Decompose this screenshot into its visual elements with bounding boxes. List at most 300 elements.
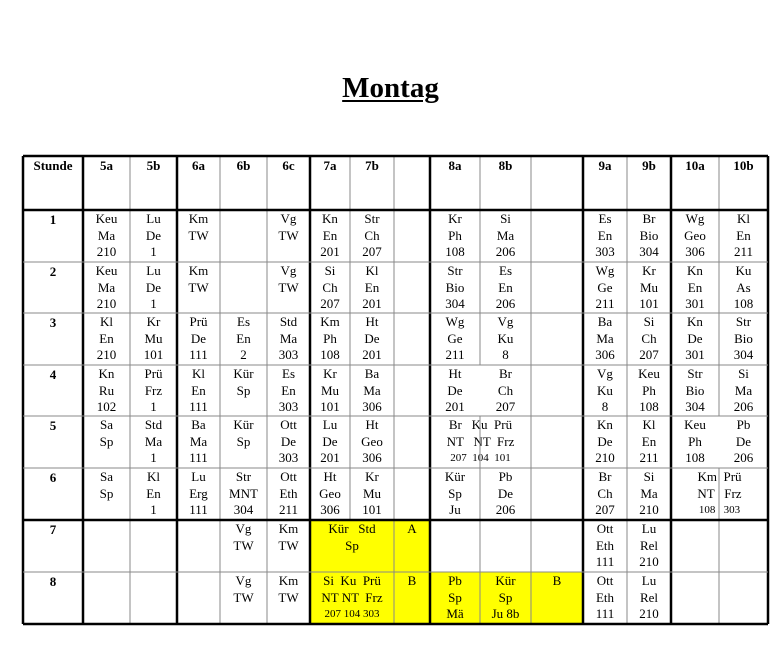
lesson-line: 207 xyxy=(362,244,382,259)
lesson-line: Sa xyxy=(100,417,113,432)
lesson-line: Ma xyxy=(596,330,614,346)
lesson-line: Geo xyxy=(684,227,706,243)
lesson-line: De xyxy=(687,330,703,346)
lesson-line: Mu xyxy=(320,382,340,398)
lesson-line: 101 xyxy=(639,296,659,311)
lesson-line xyxy=(177,296,220,313)
lesson-line: Wg xyxy=(445,314,465,329)
lesson-line: Geo xyxy=(361,433,383,449)
lesson-line xyxy=(177,244,220,261)
lesson-cell xyxy=(350,469,394,519)
lesson-line xyxy=(394,538,430,555)
lesson-line: 2 xyxy=(240,347,247,362)
lesson-cell xyxy=(394,573,430,623)
lesson-cell xyxy=(671,417,719,467)
lesson-line: B xyxy=(407,573,417,588)
lesson-line: Kl xyxy=(365,263,379,278)
lesson-line: Vg xyxy=(497,314,514,329)
lesson-line: Ott xyxy=(280,469,297,484)
lesson-line: En xyxy=(322,227,338,243)
lesson-line: 1 xyxy=(150,502,157,517)
lesson-line: Ju 8b xyxy=(491,606,520,621)
lesson-line: 1 xyxy=(150,296,157,311)
lesson-cell xyxy=(267,314,310,364)
lesson-line: MNT xyxy=(229,485,258,501)
lesson-line: 201 xyxy=(445,399,465,414)
lesson-line: Ge xyxy=(447,330,463,346)
lesson-line: 207 104 303 xyxy=(324,608,380,620)
lesson-line: Mä xyxy=(446,606,464,621)
lesson-cell xyxy=(627,263,671,313)
lesson-line: En xyxy=(597,227,613,243)
lesson-line: Kr xyxy=(146,314,161,329)
page-title: Montag xyxy=(342,72,439,104)
lesson-line: 108 xyxy=(685,450,705,465)
lesson-line: Ku xyxy=(497,330,514,346)
lesson-line: Lu xyxy=(322,417,338,432)
lesson-line: Wg xyxy=(685,211,705,226)
lesson-cell xyxy=(267,211,310,261)
lesson-cell xyxy=(177,314,220,364)
lesson-line: 111 xyxy=(189,450,208,465)
lesson-cell xyxy=(583,573,627,623)
lesson-line: 306 xyxy=(685,244,705,259)
lesson-line: 1 xyxy=(150,399,157,414)
lesson-line: 304 xyxy=(445,296,465,311)
lesson-line: Kr xyxy=(642,263,656,278)
lesson-cell xyxy=(430,366,480,416)
lesson-line: De xyxy=(735,433,752,449)
lesson-line: 101 xyxy=(320,399,340,414)
lesson-line: Lu xyxy=(641,521,657,536)
lesson-cell xyxy=(627,469,671,519)
row-label: 7 xyxy=(49,522,57,537)
lesson-line xyxy=(83,502,130,519)
lesson-line: 101 xyxy=(143,347,164,362)
lesson-cell xyxy=(130,469,177,519)
lesson-line: Eth xyxy=(595,537,615,553)
lesson-line: Frz xyxy=(144,382,163,398)
lesson-cell xyxy=(350,366,394,416)
lesson-line: 206 xyxy=(495,296,516,311)
row-label: 8 xyxy=(49,574,57,589)
lesson-line: 201 xyxy=(320,450,340,465)
lesson-cell xyxy=(310,417,350,467)
lesson-cell xyxy=(583,263,627,313)
lesson-cell xyxy=(671,314,719,364)
lesson-line: Wg xyxy=(595,263,615,278)
lesson-line: 210 xyxy=(595,450,615,465)
lesson-line: Kl xyxy=(192,366,205,381)
lesson-cell xyxy=(310,469,350,519)
lesson-line: Ch xyxy=(641,330,657,346)
lesson-line: Km xyxy=(188,211,209,226)
lesson-line: TW xyxy=(233,537,254,553)
lesson-line: Vg xyxy=(280,263,297,278)
lesson-line: Geo xyxy=(319,485,341,501)
lesson-cell xyxy=(220,469,267,519)
lesson-line: Si xyxy=(643,469,655,484)
lesson-cell xyxy=(583,417,627,467)
lesson-line: Mu xyxy=(144,330,163,346)
lesson-line: 210 xyxy=(96,244,117,259)
lesson-line: As xyxy=(736,279,751,295)
lesson-cell xyxy=(350,417,394,467)
lesson-cell xyxy=(480,263,531,313)
lesson-cell xyxy=(350,211,394,261)
column-header: 6a xyxy=(192,158,205,173)
lesson-line: Str xyxy=(235,469,252,484)
lesson-line: Prü xyxy=(144,366,163,381)
lesson-line: Sp xyxy=(99,485,114,501)
lesson-line: Kr xyxy=(365,469,379,484)
lesson-cell xyxy=(430,573,480,623)
row-label: 5 xyxy=(49,418,57,433)
lesson-line: Si xyxy=(738,366,749,381)
lesson-line: Ju xyxy=(449,502,461,517)
lesson-line xyxy=(531,606,583,623)
lesson-line: Bio xyxy=(734,330,753,346)
lesson-line: Ma xyxy=(97,279,116,295)
lesson-line: Si Ku Prü xyxy=(323,573,381,588)
column-header: 6c xyxy=(282,158,295,173)
lesson-cell xyxy=(267,366,310,416)
lesson-cell xyxy=(310,211,350,261)
row-label: 3 xyxy=(49,315,57,330)
lesson-line: Ch xyxy=(597,485,613,501)
lesson-line: Kür xyxy=(233,417,254,432)
lesson-line: Str xyxy=(364,211,380,226)
lesson-line: 304 xyxy=(685,399,705,414)
lesson-line: 108 xyxy=(445,244,465,259)
lesson-line: Str xyxy=(735,314,752,329)
lesson-line: 111 xyxy=(189,399,208,414)
lesson-line: Ht xyxy=(365,417,379,432)
lesson-line xyxy=(394,606,430,623)
lesson-line: Keu xyxy=(684,417,706,432)
lesson-line: 201 xyxy=(362,347,382,362)
lesson-line: Ma xyxy=(496,227,515,243)
lesson-line: NT NT Frz xyxy=(446,433,515,449)
lesson-line: Km xyxy=(278,573,299,588)
lesson-cell xyxy=(671,366,719,416)
lesson-line: Kn xyxy=(98,366,115,381)
lesson-cell xyxy=(430,211,480,261)
lesson-line: Ba xyxy=(597,314,613,329)
lesson-line: Vg xyxy=(280,211,297,226)
lesson-line: En xyxy=(641,433,657,449)
lesson-line: Lu xyxy=(146,263,161,278)
lesson-line: 207 xyxy=(595,502,615,517)
lesson-line: Ge xyxy=(597,279,613,295)
lesson-line: TW xyxy=(278,227,299,243)
lesson-line: Ma xyxy=(640,485,658,501)
lesson-line: 304 xyxy=(733,347,754,362)
lesson-line: TW xyxy=(278,279,299,295)
lesson-cell xyxy=(430,314,480,364)
lesson-line: De xyxy=(190,330,207,346)
lesson-line: Eth xyxy=(279,485,298,501)
lesson-line: Br xyxy=(499,366,512,381)
lesson-line: Keu xyxy=(638,366,660,381)
lesson-line: 211 xyxy=(445,347,465,362)
lesson-line: 303 xyxy=(278,399,299,414)
lesson-line: 206 xyxy=(733,399,754,414)
lesson-cell xyxy=(583,314,627,364)
lesson-line: 303 xyxy=(278,450,299,465)
lesson-line: De xyxy=(447,382,463,398)
lesson-cell xyxy=(267,263,310,313)
lesson-cell xyxy=(220,417,267,467)
lesson-line: En xyxy=(736,227,751,243)
lesson-line: Pb xyxy=(736,417,751,432)
row-label: 6 xyxy=(49,470,57,485)
lesson-cell xyxy=(177,469,220,519)
lesson-line xyxy=(220,399,267,416)
lesson-line: Std xyxy=(279,314,298,329)
lesson-cell xyxy=(627,211,671,261)
lesson-line: Kl xyxy=(147,469,160,484)
lesson-line: 201 xyxy=(362,296,382,311)
lesson-cell xyxy=(130,417,177,467)
lesson-cell xyxy=(130,314,177,364)
lesson-line: 108 303 xyxy=(698,504,741,516)
lesson-line: 206 xyxy=(733,450,754,465)
lesson-line: Str xyxy=(687,366,703,381)
lesson-line: De xyxy=(322,433,338,449)
lesson-cell xyxy=(627,573,671,623)
lesson-line: Kn xyxy=(687,314,703,329)
lesson-line: Keu xyxy=(95,263,118,278)
lesson-line: 210 xyxy=(96,296,117,311)
lesson-cell xyxy=(719,211,768,261)
merged-lesson-cell xyxy=(310,521,394,554)
lesson-cell xyxy=(583,366,627,416)
row-label: 1 xyxy=(49,212,57,227)
lesson-line: Sp xyxy=(448,589,462,605)
lesson-line: Str xyxy=(447,263,463,278)
lesson-line: Sp xyxy=(236,382,251,398)
lesson-cell xyxy=(480,366,531,416)
lesson-line: 206 xyxy=(495,502,516,517)
lesson-line: 207 xyxy=(320,296,340,311)
lesson-cell xyxy=(220,573,267,623)
lesson-line: Mu xyxy=(639,279,659,295)
lesson-line: Lu xyxy=(146,211,161,226)
lesson-line: 304 xyxy=(233,502,254,517)
lesson-line: TW xyxy=(278,589,299,605)
lesson-line: Pb xyxy=(498,469,513,484)
lesson-line: Ph xyxy=(323,330,337,346)
lesson-line: Ht xyxy=(365,314,379,329)
lesson-line: 207 xyxy=(639,347,659,362)
lesson-line: Kl xyxy=(642,417,656,432)
lesson-line: Kür Std xyxy=(328,521,376,536)
lesson-cell xyxy=(267,417,310,467)
lesson-line: De xyxy=(280,433,297,449)
lesson-line: Br xyxy=(598,469,612,484)
lesson-line: Si xyxy=(324,263,336,278)
lesson-line: En xyxy=(498,279,513,295)
lesson-cell xyxy=(310,314,350,364)
lesson-line: Kn xyxy=(597,417,613,432)
lesson-cell xyxy=(627,314,671,364)
lesson-line: Mu xyxy=(362,485,382,501)
lesson-cell xyxy=(177,366,220,416)
lesson-line: Ch xyxy=(364,227,380,243)
lesson-line: A xyxy=(407,521,417,536)
lesson-cell xyxy=(177,263,220,313)
lesson-line: Lu xyxy=(641,573,657,588)
lesson-cell xyxy=(480,469,531,519)
lesson-line: 111 xyxy=(595,554,615,569)
lesson-cell xyxy=(130,366,177,416)
lesson-line: 304 xyxy=(639,244,659,259)
lesson-line: Ht xyxy=(448,366,462,381)
lesson-line: En xyxy=(281,382,296,398)
lesson-line: Ma xyxy=(734,382,753,398)
lesson-line: 211 xyxy=(278,502,299,517)
lesson-line: 211 xyxy=(639,450,659,465)
lesson-line xyxy=(83,450,130,467)
lesson-line: Sa xyxy=(100,469,113,484)
lesson-line: TW xyxy=(188,279,209,295)
column-header: 5b xyxy=(146,158,161,173)
lesson-line: 301 xyxy=(685,296,705,311)
lesson-line: TW xyxy=(233,589,254,605)
lesson-line: 206 xyxy=(495,244,516,259)
lesson-line: 303 xyxy=(278,347,299,362)
lesson-cell xyxy=(83,417,130,467)
lesson-cell xyxy=(267,469,310,519)
lesson-cell xyxy=(310,366,350,416)
lesson-line xyxy=(267,296,310,313)
lesson-line: 207 104 101 xyxy=(450,452,511,464)
lesson-line: Br xyxy=(642,211,656,226)
lesson-cell xyxy=(177,211,220,261)
column-header: 10a xyxy=(685,158,705,173)
lesson-line: Bio xyxy=(639,227,659,243)
lesson-line: Sp xyxy=(236,433,251,449)
lesson-line: Br Ku Prü xyxy=(448,417,513,432)
lesson-line: Ma xyxy=(97,227,116,243)
lesson-line: 211 xyxy=(733,244,754,259)
column-header: 10b xyxy=(733,158,754,173)
row-label: 2 xyxy=(49,264,57,279)
lesson-line: Eth xyxy=(595,589,615,605)
lesson-line: De xyxy=(145,227,162,243)
lesson-cell xyxy=(267,521,310,571)
lesson-line: Std xyxy=(144,417,163,432)
lesson-line: 211 xyxy=(595,296,615,311)
lesson-line: Kür xyxy=(444,469,466,484)
lesson-cell xyxy=(627,366,671,416)
lesson-cell xyxy=(83,469,130,519)
lesson-line: 101 xyxy=(362,502,382,517)
lesson-line: Rel xyxy=(639,589,659,605)
lesson-cell xyxy=(310,263,350,313)
lesson-cell xyxy=(83,211,130,261)
column-header: 9a xyxy=(598,158,612,173)
lesson-line xyxy=(531,590,583,607)
lesson-line: Sp xyxy=(99,433,114,449)
lesson-line: De xyxy=(597,433,613,449)
lesson-line: NT Frz xyxy=(697,485,742,501)
column-header: 8a xyxy=(448,158,462,173)
lesson-line: Ph xyxy=(688,433,702,449)
lesson-line: Ma xyxy=(144,433,163,449)
lesson-line: Ba xyxy=(191,417,206,432)
lesson-line: Vg xyxy=(597,366,613,381)
lesson-cell xyxy=(583,211,627,261)
lesson-cell xyxy=(220,314,267,364)
lesson-cell xyxy=(719,314,768,364)
lesson-line: Ph xyxy=(642,382,656,398)
lesson-cell xyxy=(220,366,267,416)
lesson-cell xyxy=(719,263,768,313)
lesson-line: Es xyxy=(598,211,612,226)
lesson-line: 210 xyxy=(639,554,659,569)
lesson-line xyxy=(267,244,310,261)
lesson-line: De xyxy=(497,485,514,501)
lesson-line: 8 xyxy=(502,347,509,362)
lesson-line: NT NT Frz xyxy=(321,589,383,605)
lesson-line: Ott xyxy=(596,573,614,588)
lesson-cell xyxy=(480,211,531,261)
lesson-line: 111 xyxy=(595,606,615,621)
lesson-line: Km xyxy=(188,263,209,278)
lesson-line: Ph xyxy=(448,227,462,243)
lesson-cell xyxy=(583,521,627,571)
lesson-cell xyxy=(394,521,430,571)
lesson-cell xyxy=(480,314,531,364)
lesson-line: Si xyxy=(500,211,511,226)
lesson-line: Kr xyxy=(323,366,337,381)
lesson-cell xyxy=(83,366,130,416)
lesson-cell xyxy=(430,469,480,519)
lesson-line: Ch xyxy=(322,279,338,295)
column-header: 9b xyxy=(642,158,656,173)
lesson-line: 207 xyxy=(495,399,516,414)
lesson-cell xyxy=(177,417,220,467)
lesson-line: 201 xyxy=(320,244,340,259)
column-header: 5a xyxy=(100,158,113,173)
lesson-line: Sp xyxy=(448,485,462,501)
lesson-line: 108 xyxy=(639,399,659,414)
lesson-line: Lu xyxy=(191,469,206,484)
lesson-line: Ma xyxy=(363,382,381,398)
lesson-line: Kn xyxy=(322,211,338,226)
column-header: 6b xyxy=(236,158,251,173)
lesson-line: 111 xyxy=(189,347,208,362)
lesson-cell xyxy=(627,521,671,571)
lesson-line: Ba xyxy=(364,366,380,381)
row-label: 4 xyxy=(49,367,57,382)
lesson-cell xyxy=(627,417,671,467)
lesson-line: Ht xyxy=(323,469,337,484)
lesson-cell xyxy=(531,573,583,623)
lesson-line: Km Prü xyxy=(697,469,742,484)
lesson-line xyxy=(220,606,267,623)
lesson-cell xyxy=(220,521,267,571)
lesson-line: Ku xyxy=(597,382,613,398)
lesson-cell xyxy=(350,263,394,313)
lesson-line: Bio xyxy=(685,382,705,398)
lesson-line: Si xyxy=(643,314,655,329)
lesson-line: Kl xyxy=(737,211,750,226)
lesson-line: Rel xyxy=(639,537,659,553)
lesson-line: En xyxy=(236,330,251,346)
